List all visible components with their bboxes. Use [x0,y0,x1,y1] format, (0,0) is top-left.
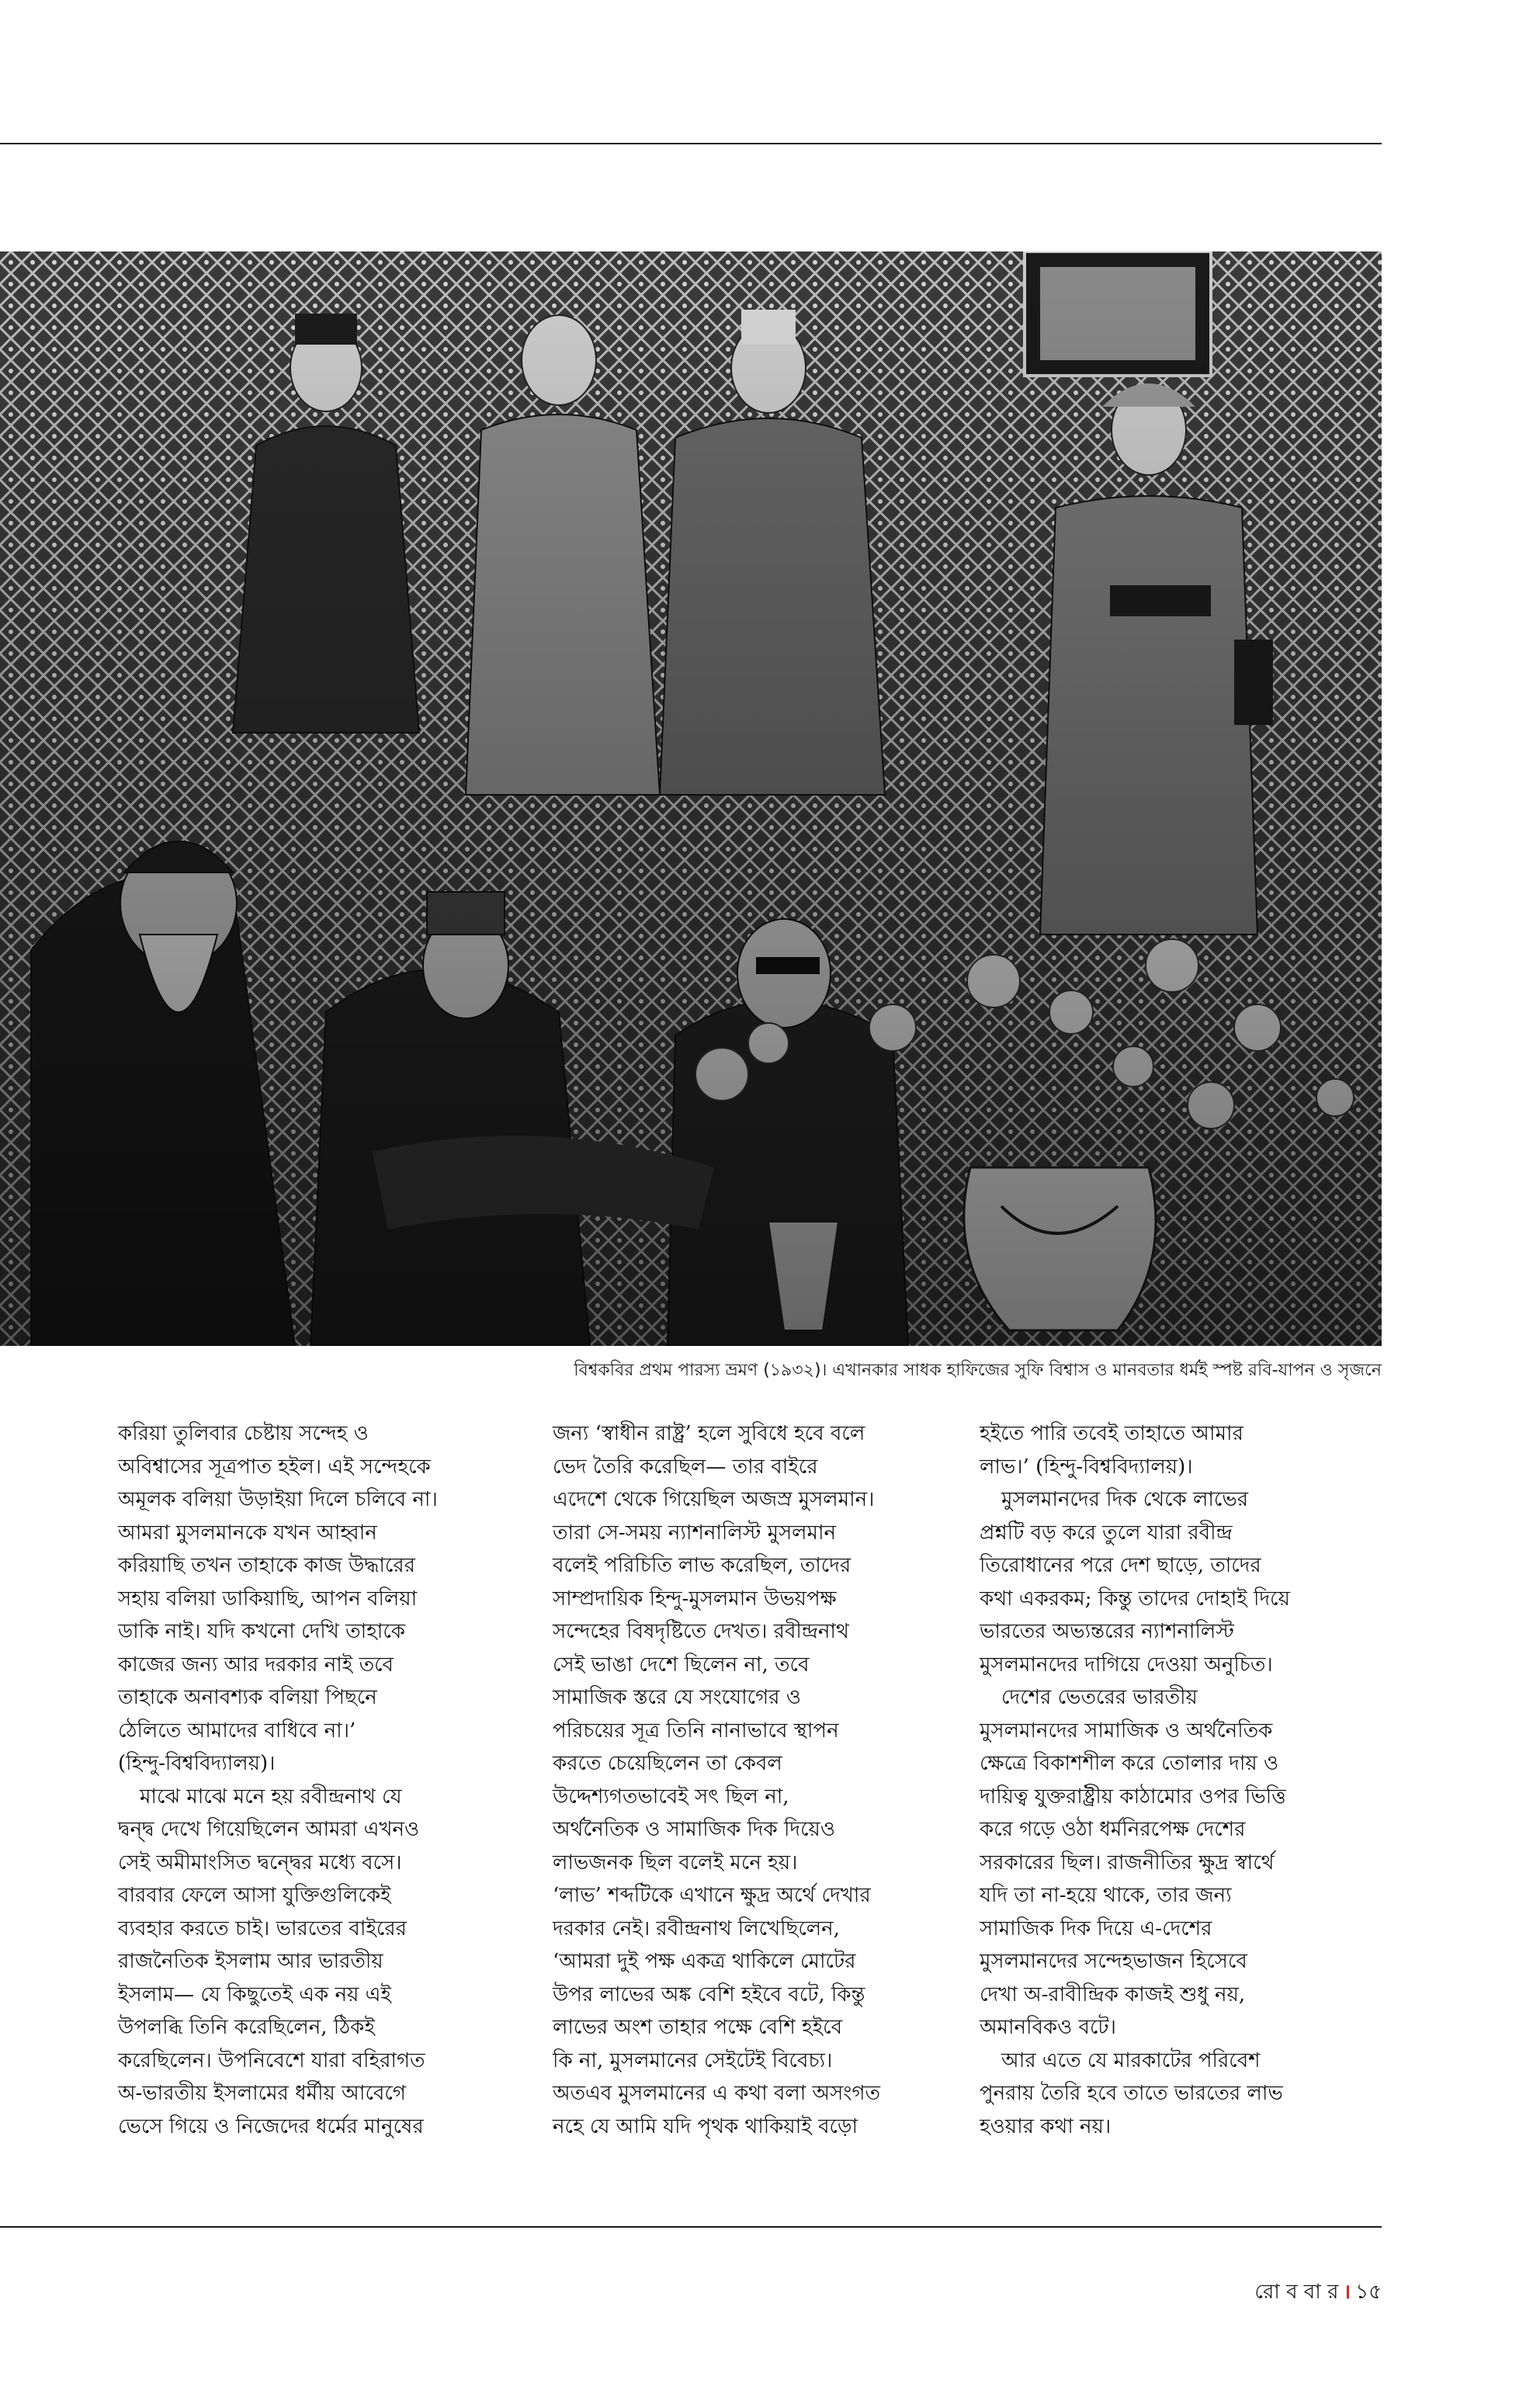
text-line: করতে চেয়েছিলেন তা কেবল [553,1752,782,1775]
text-line: উপর লাভের অঙ্ক বেশি হইবে বটে, কিন্তু [553,1982,865,2006]
text-line: সন্দেহের বিষদৃষ্টিতে দেখত। রবীন্দ্রনাথ [553,1620,849,1643]
text-line: আর এতে যে মারকাটের পরিবেশ [1001,2048,1261,2072]
text-line: মুসলমানদের সন্দেহভাজন হিসেবে [980,1950,1247,1973]
text-line: তাহাকে অনাবশ্যক বলিয়া পিছনে [118,1686,377,1709]
text-line: হইতে পারি তবেই তাহাতে আমার [980,1422,1243,1445]
text-line: অবিশ্বাসের সূত্রপাত হইল। এই সন্দেহকে [118,1455,431,1479]
text-line: সরকারের ছিল। রাজনীতির ক্ষুদ্র স্বার্থে [980,1850,1275,1875]
text-line: ‘লাভ’ শব্দটিকে এখানে ক্ষুদ্র অর্থে দেখার [553,1884,871,1907]
text-line: ভেদ তৈরি করেছিল— তার বাইরে [553,1455,818,1479]
text-line: যদি তা না-হয়ে থাকে, তার জন্য [980,1884,1232,1907]
page-footer [1254,2276,1382,2310]
text-line: ভারতের অভ্যন্তরের ন্যাশনালিস্ট [980,1620,1234,1643]
text-line: রাজনৈতিক ইসলাম আর ভারতীয় [118,1950,383,1973]
footer-separator: । [1343,2280,1351,2304]
text-line: ‘আমরা দুই পক্ষ একত্র থাকিলে মোটের [553,1950,856,1973]
text-line: দরকার নেই। রবীন্দ্রনাথ লিখেছিলেন, [553,1916,840,1940]
text-line: এদেশে থেকে গিয়েছিল অজস্র মুসলমান। [553,1488,875,1511]
text-line: তিরোধানের পরে দেশ ছাড়ে, তাদের [980,1554,1261,1577]
text-line: অমূলক বলিয়া উড়াইয়া দিলে চলিবে না। [118,1488,438,1511]
historical-group-photo [0,251,1382,1346]
text-line: সেই অমীমাংসিত দ্বন্দ্বের মধ্যে বসে। [118,1850,402,1875]
text-line: করিয়াছি তখন তাহাকে কাজ উদ্ধারের [118,1554,415,1577]
text-line: ক্ষেত্রে বিকাশশীল করে তোলার দায় ও [980,1752,1279,1775]
text-line: সহায় বলিয়া ডাকিয়াছি, আপন বলিয়া [118,1587,418,1611]
text-column-1 [118,1417,506,2143]
text-line: আমরা মুসলমানকে যখন আহ্বান [118,1521,377,1545]
text-line: বারবার ফেলে আসা যুক্তিগুলিকেই [118,1884,391,1907]
text-line: করিয়া তুলিবার চেষ্টায় সন্দেহ ও [118,1422,369,1445]
text-line: অতএব মুসলমানের এ কথা বলা অসংগত [553,2082,880,2105]
text-line: ইসলাম— যে কিছুতেই এক নয় এই [118,1982,391,2006]
text-line: লাভজনক ছিল বলেই মনে হয়। [553,1850,798,1875]
text-line: (হিন্দু-বিশ্ববিদ্যালয়)। [118,1752,276,1775]
text-line: পুনরায় তৈরি হবে তাতে ভারতের লাভ [980,2082,1283,2105]
text-line: লাভ।’ (হিন্দু-বিশ্ববিদ্যালয়)। [980,1455,1193,1479]
text-line: বলেই পরিচিতি লাভ করেছিল, তাদের [553,1554,852,1577]
text-line: দেখা অ-রাবীন্দ্রিক কাজই শুধু নয়, [980,1982,1246,2006]
magazine-name: রো ব বা র [1254,2280,1339,2304]
text-line: কি না, মুসলমানের সেইটেই বিবেচ্য। [553,2048,833,2072]
top-rule [0,143,1382,144]
text-line: নহে যে আমি যদি পৃথক থাকিয়াই বড়ো [553,2114,858,2138]
photo-illustration [0,251,1382,1346]
text-line: প্রশ্নটি বড় করে তুলে যারা রবীন্দ্র [980,1521,1233,1545]
text-line: কাজের জন্য আর দরকার নাই তবে [118,1653,394,1677]
text-column-3 [980,1417,1368,2143]
text-line: দায়িত্ব যুক্তরাষ্ট্রীয় কাঠামোর ওপর ভিত্তি [980,1784,1286,1809]
text-line: ভেসে গিয়ে ও নিজেদের ধর্মের মানুষের [118,2114,424,2138]
text-line: সামাজিক স্তরে যে সংযোগের ও [553,1686,801,1709]
text-line: মুসলমানদের দিক থেকে লাভের [1001,1488,1249,1511]
photo-caption: বিশ্বকবির প্রথম পারস্য ভ্রমণ (১৯৩২)। এখানকার সাধক হাফিজের সুফি বিশ্বাস ও মানবতার ধর্মই স্পষ্ট রবি-যাপন ও সৃজনে [574,1361,1382,1380]
text-line: দ্বন্দ্ব দেখে গিয়েছিলেন আমরা এখনও [118,1818,420,1841]
text-line: করেছিলেন। উপনিবেশে যারা বহিরাগত [118,2048,425,2072]
text-line: মাঝে মাঝে মনে হয় রবীন্দ্রনাথ যে [140,1784,402,1809]
text-line: মুসলমানদের দাগিয়ে দেওয়া অনুচিত। [980,1653,1273,1677]
text-line: হওয়ার কথা নয়। [980,2114,1112,2138]
text-line: মুসলমানদের সামাজিক ও অর্থনৈতিক [980,1718,1273,1743]
text-line: সাম্প্রদায়িক হিন্দু-মুসলমান উভয়পক্ষ [553,1587,837,1611]
text-line: সেই ভাঙা দেশে ছিলেন না, তবে [553,1653,810,1677]
text-line: দেশের ভেতরের ভারতীয় [1001,1686,1198,1709]
text-line: পরিচয়ের সূত্র তিনি নানাভাবে স্থাপন [553,1718,839,1743]
text-line: কথা একরকম; কিন্তু তাদের দোহাই দিয়ে [980,1587,1290,1611]
text-line: অর্থনৈতিক ও সামাজিক দিক দিয়েও [553,1818,835,1841]
text-line: ঠেলিতে আমাদের বাধিবে না।’ [118,1718,356,1743]
text-line: করে গড়ে ওঠা ধর্মনিরপেক্ষ দেশের [980,1818,1246,1841]
text-line: সামাজিক দিক দিয়ে এ-দেশের [980,1916,1212,1940]
text-line: জন্য ‘স্বাধীন রাষ্ট্র’ হলে সুবিধে হবে বলে [553,1422,865,1445]
text-line: অমানবিকও বটে। [980,2016,1116,2039]
bottom-rule [0,2226,1382,2228]
text-line: ডাকি নাই। যদি কখনো দেখি তাহাকে [118,1620,405,1643]
text-line: ব্যবহার করতে চাই। ভারতের বাইরের [118,1916,407,1940]
text-line: তারা সে-সময় ন্যাশনালিস্ট মুসলমান [553,1521,837,1545]
text-line: উপলব্ধি তিনি করেছিলেন, ঠিকই [118,2016,375,2039]
page-number: ১৫ [1355,2280,1382,2304]
text-column-2 [553,1417,941,2143]
text-line: লাভের অংশ তাহার পক্ষে বেশি হইবে [553,2016,843,2039]
text-line: অ-ভারতীয় ইসলামের ধর্মীয় আবেগে [118,2082,406,2105]
text-line: উদ্দেশ্যগতভাবেই সৎ ছিল না, [553,1784,789,1809]
